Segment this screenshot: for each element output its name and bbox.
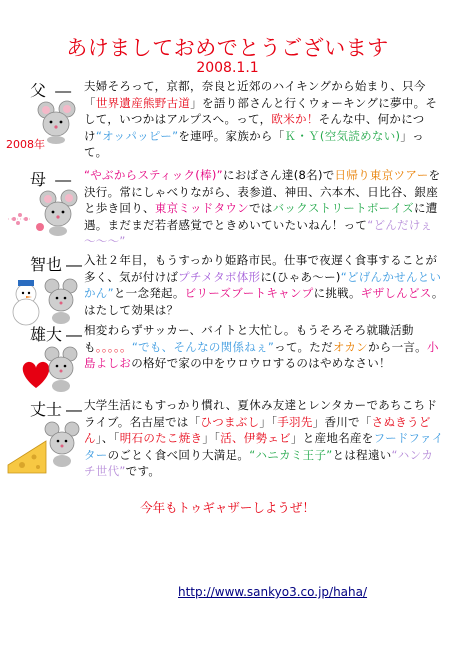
text-run: 」、「 — [95, 431, 120, 445]
highlight-phrase: Ｋ・Ｙ(空気読めない) — [284, 128, 401, 143]
text-run: 」と産地名産を — [291, 431, 374, 445]
highlight-phrase: プチメタボ体形 — [178, 269, 261, 284]
highlight-phrase: “やぶからスティック(棒)” — [84, 168, 223, 182]
text-run: 」って。 — [84, 128, 424, 159]
highlight-phrase: 世界遺産熊野古道 — [95, 95, 191, 110]
text-run: 」香川で「 — [312, 414, 372, 429]
mouse-with-heart-icon — [18, 344, 80, 396]
text-run: そんな中、何かにつけ — [84, 112, 425, 143]
text-run: を連呼。家族から「 — [178, 128, 285, 143]
closing-message: 今年もトゥギャザーしようぜ！ — [140, 500, 315, 515]
highlight-phrase: 明石のたこ焼き — [119, 431, 203, 445]
name-label: 智也 ― — [30, 255, 83, 274]
section-father — [0, 78, 455, 170]
highlight-phrase: さぬきうどん — [84, 414, 431, 445]
highlight-phrase: “でも、そんなの関係ねぇ” — [131, 339, 275, 354]
text-run: とは程遠い — [332, 447, 392, 462]
text-run: では — [248, 201, 273, 215]
text-run: に遭遇。まだまだ若者感覚でときめいていたいねん！って — [84, 201, 438, 232]
mouse-icon — [36, 100, 78, 144]
text-run: におばさん達(8名)で — [222, 168, 335, 182]
section-text — [84, 167, 444, 250]
section-text — [84, 322, 444, 372]
name-label: 雄大 ― — [30, 325, 83, 344]
section-tomoya — [0, 252, 455, 332]
text-run: を決行。常にしゃべりながら、表参道、神田、六本木、日比谷、銀座と歩き回り、 — [84, 168, 441, 215]
text-run: 」「 — [202, 431, 221, 445]
text-run: 夫婦そろって，京都，奈良と近郊のハイキングから始まり、只今「 — [84, 79, 426, 110]
mouse-with-cheese-icon — [6, 421, 80, 477]
highlight-phrase: バックストリートボーイズ — [272, 201, 414, 215]
highlight-phrase: “どげんかせんといかん” — [84, 269, 442, 300]
text-run: から一言。 — [367, 339, 427, 354]
text-run: 相変わらずサッカー、バイトと大忙し。もうそろそろ就職活動も — [84, 323, 414, 354]
text-run: のごとく食べ回り大満足。 — [107, 447, 250, 462]
name-label: 母 ― — [30, 170, 72, 189]
highlight-phrase: 活、伊勢ェビ — [220, 431, 291, 445]
highlight-phrase: “ハニカミ王子” — [249, 447, 333, 462]
highlight-phrase: 日帰り東京ツアー — [334, 168, 429, 182]
text-run: の格好で家の中をウロウロするのはやめなさい！ — [131, 356, 391, 370]
highlight-phrase: 。。。。。 — [95, 339, 132, 354]
text-run: です。 — [125, 464, 161, 478]
section-takeshi — [0, 397, 455, 493]
text-run: に(ひゃあ～ー) — [260, 269, 341, 284]
highlight-phrase: “ハンカチ世代” — [84, 447, 434, 478]
highlight-phrase: オカン — [332, 339, 368, 354]
section-text — [84, 397, 444, 480]
text-run: に挑戦。 — [313, 286, 361, 300]
text-run: って。ただ — [274, 339, 333, 354]
text-run: 。はたして効果は？ — [84, 286, 444, 317]
highlight-phrase: 小島よしお — [84, 339, 439, 370]
name-label: 丈士 ― — [30, 400, 83, 419]
highlight-phrase: ギザしんどス — [360, 286, 432, 300]
section-text — [84, 78, 444, 161]
highlight-phrase: ひつまぶし — [200, 414, 260, 429]
text-run: と一念発起。 — [113, 286, 185, 300]
website-link[interactable]: http://www.sankyo3.co.jp/haha/ — [178, 585, 368, 599]
highlight-phrase: 欧米か！ — [271, 112, 319, 126]
highlight-phrase: “どんだけぇ～～～” — [84, 217, 433, 248]
text-run: 」を語り部さんと行くウォーキングに夢中。そして，いつかはアルプスへ。って， — [84, 95, 438, 126]
mouse-with-flowers-icon — [6, 189, 80, 239]
highlight-phrase: ビリーズブートキャンプ — [184, 286, 314, 300]
text-run: 」「 — [259, 414, 278, 429]
mouse-and-snowman-icon — [8, 274, 80, 326]
section-yudai — [0, 322, 455, 402]
section-text — [84, 252, 444, 318]
highlight-phrase: “オッパッピー” — [95, 128, 179, 143]
section-mother — [0, 167, 455, 259]
text-run: 大学生活にもすっかり慣れ、夏休み友達とレンタカーであちこちドライブ。名古屋では「 — [84, 398, 438, 429]
highlight-phrase: フードファイター — [84, 431, 444, 462]
page-title: あけましておめでとうございます — [66, 36, 389, 60]
date: 2008.1.1 — [196, 60, 259, 76]
highlight-phrase: 手羽先 — [277, 414, 313, 429]
name-label: 父 ― — [30, 81, 72, 100]
year-badge: 2008年 — [6, 138, 45, 151]
highlight-phrase: 東京ミッドタウン — [154, 201, 249, 215]
text-run: 入社２年目，もうすっかり姫路市民。仕事で夜遅く食事することが多く、気が付けば — [84, 253, 438, 284]
